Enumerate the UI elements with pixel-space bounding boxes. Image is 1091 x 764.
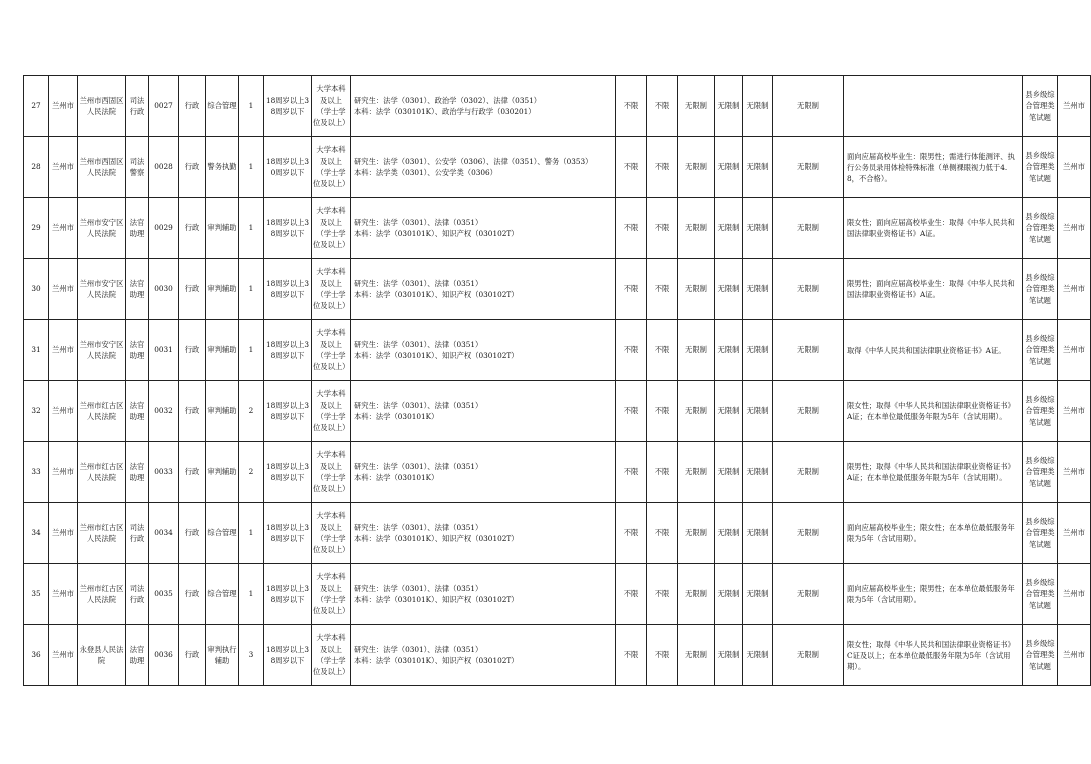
major-undergraduate: 本科：法学（030101K）、政治学与行政学（030201） [354, 107, 536, 116]
exam-type-cell: 县乡级综合管理类笔试题 [1023, 76, 1058, 137]
requirement-cell: 不限 [647, 76, 678, 137]
city-cell: 兰州市 [49, 564, 78, 625]
requirement-cell: 不限 [616, 137, 647, 198]
major-cell [351, 76, 616, 137]
exam-type-cell: 县乡级综合管理类笔试题 [1023, 137, 1058, 198]
education-cell: 大学本科及以上（学士学位及以上） [312, 503, 351, 564]
position-code-cell: 0034 [149, 503, 179, 564]
position-type-cell: 行政 [179, 259, 206, 320]
table-row [24, 198, 1091, 259]
table-row [24, 137, 1091, 198]
exam-type-cell: 县乡级综合管理类笔试题 [1023, 503, 1058, 564]
city-cell: 兰州市 [49, 76, 78, 137]
headcount-cell: 1 [239, 503, 264, 564]
unit-cell: 兰州市红古区人民法院 [78, 381, 126, 442]
requirement-cell: 不限 [647, 625, 678, 686]
age-cell: 18周岁以上38周岁以下 [264, 564, 312, 625]
requirement-cell: 无限制 [743, 503, 773, 564]
notes-cell [844, 76, 1023, 137]
post-name-cell: 综合管理 [206, 76, 239, 137]
requirement-cell: 不限 [647, 381, 678, 442]
position-code-cell: 0032 [149, 381, 179, 442]
exam-location-cell: 兰州市 [1058, 442, 1091, 503]
row-number: 34 [24, 503, 49, 564]
major-undergraduate: 本科：法学（030101K）、知识产权（030102T） [354, 656, 519, 665]
education-cell: 大学本科及以上（学士学位及以上） [312, 259, 351, 320]
post-name-cell: 综合管理 [206, 503, 239, 564]
requirement-cell: 不限 [616, 198, 647, 259]
category-cell: 司法行政 [126, 76, 149, 137]
exam-type-cell: 县乡级综合管理类笔试题 [1023, 198, 1058, 259]
row-number: 31 [24, 320, 49, 381]
category-cell: 法官助理 [126, 381, 149, 442]
requirement-cell: 无限制 [715, 381, 743, 442]
major-cell [351, 564, 616, 625]
major-graduate: 研究生：法学（0301）、法律（0351） [354, 644, 483, 654]
major-cell [351, 625, 616, 686]
requirement-cell: 不限 [616, 625, 647, 686]
position-code-cell: 0033 [149, 442, 179, 503]
notes-cell: 限女性；取得《中华人民共和国法律职业资格证书》A证；在本单位最低服务年限为5年（含试用期）。 [844, 381, 1023, 442]
unit-cell: 兰州市安宁区人民法院 [78, 198, 126, 259]
row-number: 28 [24, 137, 49, 198]
post-name-cell: 警务执勤 [206, 137, 239, 198]
major-graduate: 研究生：法学（0301）、法律（0351） [354, 339, 483, 349]
headcount-cell: 2 [239, 381, 264, 442]
exam-type-cell: 县乡级综合管理类笔试题 [1023, 564, 1058, 625]
education-cell: 大学本科及以上（学士学位及以上） [312, 625, 351, 686]
category-cell: 法官助理 [126, 625, 149, 686]
position-type-cell: 行政 [179, 320, 206, 381]
position-code-cell: 0030 [149, 259, 179, 320]
row-number: 35 [24, 564, 49, 625]
requirement-cell: 无限制 [715, 198, 743, 259]
exam-location-cell: 兰州市 [1058, 503, 1091, 564]
unit-cell: 兰州市西固区人民法院 [78, 76, 126, 137]
unit-cell: 兰州市西固区人民法院 [78, 137, 126, 198]
table-row [24, 625, 1091, 686]
requirement-cell: 无限制 [715, 442, 743, 503]
position-code-cell: 0027 [149, 76, 179, 137]
exam-type-cell: 县乡级综合管理类笔试题 [1023, 442, 1058, 503]
position-type-cell: 行政 [179, 625, 206, 686]
exam-location-cell: 兰州市 [1058, 137, 1091, 198]
category-cell: 司法警察 [126, 137, 149, 198]
requirement-cell: 不限 [616, 442, 647, 503]
city-cell: 兰州市 [49, 259, 78, 320]
requirement-cell: 无限制 [678, 381, 715, 442]
requirement-cell: 无限制 [743, 320, 773, 381]
requirement-cell: 不限 [616, 381, 647, 442]
position-type-cell: 行政 [179, 137, 206, 198]
notes-cell: 面向应届高校毕业生；限女性；在本单位最低服务年限为5年（含试用期）。 [844, 503, 1023, 564]
requirement-cell: 不限 [647, 259, 678, 320]
major-cell [351, 259, 616, 320]
headcount-cell: 1 [239, 76, 264, 137]
requirement-cell: 无限制 [743, 381, 773, 442]
requirement-cell: 无限制 [773, 198, 844, 259]
headcount-cell: 1 [239, 198, 264, 259]
requirement-cell: 无限制 [678, 76, 715, 137]
requirement-cell: 不限 [616, 564, 647, 625]
major-graduate: 研究生：法学（0301）、法律（0351） [354, 522, 483, 532]
row-number: 36 [24, 625, 49, 686]
requirement-cell: 无限制 [743, 442, 773, 503]
major-undergraduate: 本科：法学（030101K）、知识产权（030102T） [354, 534, 519, 543]
major-graduate: 研究生：法学（0301）、政治学（0302）、法律（0351） [354, 95, 542, 105]
row-number: 27 [24, 76, 49, 137]
notes-cell: 限女性；面向应届高校毕业生：取得《中华人民共和国法律职业资格证书》A证。 [844, 198, 1023, 259]
requirement-cell: 不限 [616, 503, 647, 564]
city-cell: 兰州市 [49, 137, 78, 198]
position-type-cell: 行政 [179, 503, 206, 564]
row-number: 32 [24, 381, 49, 442]
major-graduate: 研究生：法学（0301）、法律（0351） [354, 583, 483, 593]
category-cell: 法官助理 [126, 320, 149, 381]
table-row [24, 320, 1091, 381]
headcount-cell: 1 [239, 137, 264, 198]
position-code-cell: 0029 [149, 198, 179, 259]
major-graduate: 研究生：法学（0301）、法律（0351） [354, 217, 483, 227]
requirement-cell: 无限制 [678, 503, 715, 564]
age-cell: 18周岁以上38周岁以下 [264, 503, 312, 564]
major-undergraduate: 本科：法学（030101K）、知识产权（030102T） [354, 290, 519, 299]
major-undergraduate: 本科：法学（030101K）、知识产权（030102T） [354, 351, 519, 360]
major-cell [351, 198, 616, 259]
major-graduate: 研究生：法学（0301）、法律（0351） [354, 278, 483, 288]
city-cell: 兰州市 [49, 442, 78, 503]
requirement-cell: 不限 [616, 76, 647, 137]
education-cell: 大学本科及以上（学士学位及以上） [312, 442, 351, 503]
city-cell: 兰州市 [49, 198, 78, 259]
category-cell: 法官助理 [126, 259, 149, 320]
requirement-cell: 无限制 [678, 259, 715, 320]
education-cell: 大学本科及以上（学士学位及以上） [312, 320, 351, 381]
headcount-cell: 1 [239, 320, 264, 381]
requirement-cell: 不限 [616, 320, 647, 381]
age-cell: 18周岁以上38周岁以下 [264, 76, 312, 137]
requirement-cell: 无限制 [678, 625, 715, 686]
requirement-cell: 无限制 [743, 137, 773, 198]
table-row [24, 503, 1091, 564]
post-name-cell: 审判辅助 [206, 381, 239, 442]
post-name-cell: 综合管理 [206, 564, 239, 625]
table-row [24, 259, 1091, 320]
position-type-cell: 行政 [179, 198, 206, 259]
table-row [24, 381, 1091, 442]
requirement-cell: 不限 [647, 137, 678, 198]
requirement-cell: 无限制 [773, 259, 844, 320]
table-body [24, 76, 1091, 686]
major-graduate: 研究生：法学（0301）、法律（0351） [354, 400, 483, 410]
requirement-cell: 无限制 [678, 442, 715, 503]
requirement-cell: 无限制 [715, 320, 743, 381]
exam-type-cell: 县乡级综合管理类笔试题 [1023, 625, 1058, 686]
requirement-cell: 无限制 [743, 259, 773, 320]
post-name-cell: 审判辅助 [206, 198, 239, 259]
headcount-cell: 3 [239, 625, 264, 686]
post-name-cell: 审判辅助 [206, 442, 239, 503]
unit-cell: 永登县人民法院 [78, 625, 126, 686]
exam-type-cell: 县乡级综合管理类笔试题 [1023, 381, 1058, 442]
unit-cell: 兰州市红古区人民法院 [78, 564, 126, 625]
exam-location-cell: 兰州市 [1058, 320, 1091, 381]
category-cell: 法官助理 [126, 442, 149, 503]
city-cell: 兰州市 [49, 503, 78, 564]
exam-location-cell: 兰州市 [1058, 625, 1091, 686]
education-cell: 大学本科及以上（学士学位及以上） [312, 564, 351, 625]
position-code-cell: 0035 [149, 564, 179, 625]
table-row [24, 564, 1091, 625]
requirement-cell: 无限制 [715, 503, 743, 564]
requirement-cell: 不限 [647, 320, 678, 381]
exam-type-cell: 县乡级综合管理类笔试题 [1023, 259, 1058, 320]
age-cell: 18周岁以上30周岁以下 [264, 137, 312, 198]
position-type-cell: 行政 [179, 381, 206, 442]
education-cell: 大学本科及以上（学士学位及以上） [312, 76, 351, 137]
requirement-cell: 不限 [647, 503, 678, 564]
table-row [24, 76, 1091, 137]
position-code-cell: 0031 [149, 320, 179, 381]
age-cell: 18周岁以上38周岁以下 [264, 442, 312, 503]
unit-cell: 兰州市安宁区人民法院 [78, 259, 126, 320]
recruitment-table [23, 75, 1091, 686]
major-cell [351, 381, 616, 442]
major-undergraduate: 本科：法学（030101K） [354, 412, 439, 421]
requirement-cell: 不限 [647, 442, 678, 503]
notes-cell: 取得《中华人民共和国法律职业资格证书》A证。 [844, 320, 1023, 381]
category-cell: 司法行政 [126, 503, 149, 564]
requirement-cell: 不限 [647, 564, 678, 625]
notes-cell: 面向应届高校毕业生：限男性；需进行体能测评、执行公务员录用体检特殊标准（单侧裸眼视力低于4.8，不合格）。 [844, 137, 1023, 198]
requirement-cell: 无限制 [773, 625, 844, 686]
exam-location-cell: 兰州市 [1058, 198, 1091, 259]
exam-location-cell: 兰州市 [1058, 381, 1091, 442]
exam-type-cell: 县乡级综合管理类笔试题 [1023, 320, 1058, 381]
exam-location-cell: 兰州市 [1058, 259, 1091, 320]
headcount-cell: 2 [239, 442, 264, 503]
age-cell: 18周岁以上38周岁以下 [264, 320, 312, 381]
unit-cell: 兰州市红古区人民法院 [78, 503, 126, 564]
city-cell: 兰州市 [49, 320, 78, 381]
category-cell: 法官助理 [126, 198, 149, 259]
requirement-cell: 不限 [616, 259, 647, 320]
headcount-cell: 1 [239, 259, 264, 320]
position-code-cell: 0028 [149, 137, 179, 198]
requirement-cell: 无限制 [773, 137, 844, 198]
row-number: 33 [24, 442, 49, 503]
major-undergraduate: 本科：法学（030101K）、知识产权（030102T） [354, 229, 519, 238]
age-cell: 18周岁以上38周岁以下 [264, 625, 312, 686]
requirement-cell: 无限制 [678, 564, 715, 625]
row-number: 30 [24, 259, 49, 320]
major-cell [351, 503, 616, 564]
requirement-cell: 无限制 [678, 320, 715, 381]
requirement-cell: 无限制 [715, 625, 743, 686]
notes-cell: 限男性；取得《中华人民共和国法律职业资格证书》A证；在本单位最低服务年限为5年（含试用期）。 [844, 442, 1023, 503]
position-code-cell: 0036 [149, 625, 179, 686]
post-name-cell: 审判辅助 [206, 320, 239, 381]
major-undergraduate: 本科：法学类（0301）、公安学类（0306） [354, 168, 497, 177]
requirement-cell: 无限制 [715, 137, 743, 198]
position-type-cell: 行政 [179, 564, 206, 625]
major-cell [351, 320, 616, 381]
post-name-cell: 审判执行辅助 [206, 625, 239, 686]
requirement-cell: 无限制 [773, 381, 844, 442]
notes-cell: 面向应届高校毕业生；限男性；在本单位最低服务年限为5年（含试用期）。 [844, 564, 1023, 625]
exam-location-cell: 兰州市 [1058, 76, 1091, 137]
notes-cell: 限女性；取得《中华人民共和国法律职业资格证书》C证及以上；在本单位最低服务年限为5年（含试用期）。 [844, 625, 1023, 686]
education-cell: 大学本科及以上（学士学位及以上） [312, 137, 351, 198]
major-undergraduate: 本科：法学（030101K）、知识产权（030102T） [354, 595, 519, 604]
headcount-cell: 1 [239, 564, 264, 625]
requirement-cell: 无限制 [715, 259, 743, 320]
education-cell: 大学本科及以上（学士学位及以上） [312, 381, 351, 442]
unit-cell: 兰州市红古区人民法院 [78, 442, 126, 503]
post-name-cell: 审判辅助 [206, 259, 239, 320]
table-row [24, 442, 1091, 503]
age-cell: 18周岁以上38周岁以下 [264, 198, 312, 259]
requirement-cell: 无限制 [743, 564, 773, 625]
exam-location-cell: 兰州市 [1058, 564, 1091, 625]
requirement-cell: 无限制 [715, 564, 743, 625]
education-cell: 大学本科及以上（学士学位及以上） [312, 198, 351, 259]
age-cell: 18周岁以上38周岁以下 [264, 259, 312, 320]
row-number: 29 [24, 198, 49, 259]
requirement-cell: 无限制 [773, 320, 844, 381]
unit-cell: 兰州市安宁区人民法院 [78, 320, 126, 381]
major-graduate: 研究生：法学（0301）、法律（0351） [354, 461, 483, 471]
requirement-cell: 无限制 [715, 76, 743, 137]
requirement-cell: 无限制 [678, 137, 715, 198]
age-cell: 18周岁以上38周岁以下 [264, 381, 312, 442]
position-type-cell: 行政 [179, 442, 206, 503]
requirement-cell: 不限 [647, 198, 678, 259]
requirement-cell: 无限制 [743, 198, 773, 259]
major-cell [351, 137, 616, 198]
requirement-cell: 无限制 [743, 625, 773, 686]
major-undergraduate: 本科：法学（030101K） [354, 473, 439, 482]
requirement-cell: 无限制 [743, 76, 773, 137]
requirement-cell: 无限制 [678, 198, 715, 259]
category-cell: 司法行政 [126, 564, 149, 625]
requirement-cell: 无限制 [773, 76, 844, 137]
notes-cell: 限男性；面向应届高校毕业生：取得《中华人民共和国法律职业资格证书》A证。 [844, 259, 1023, 320]
major-cell [351, 442, 616, 503]
requirement-cell: 无限制 [773, 503, 844, 564]
major-graduate: 研究生：法学（0301）、公安学（0306）、法律（0351）、警务（0353） [354, 156, 593, 166]
requirement-cell: 无限制 [773, 564, 844, 625]
position-type-cell: 行政 [179, 76, 206, 137]
city-cell: 兰州市 [49, 381, 78, 442]
requirement-cell: 无限制 [773, 442, 844, 503]
city-cell: 兰州市 [49, 625, 78, 686]
